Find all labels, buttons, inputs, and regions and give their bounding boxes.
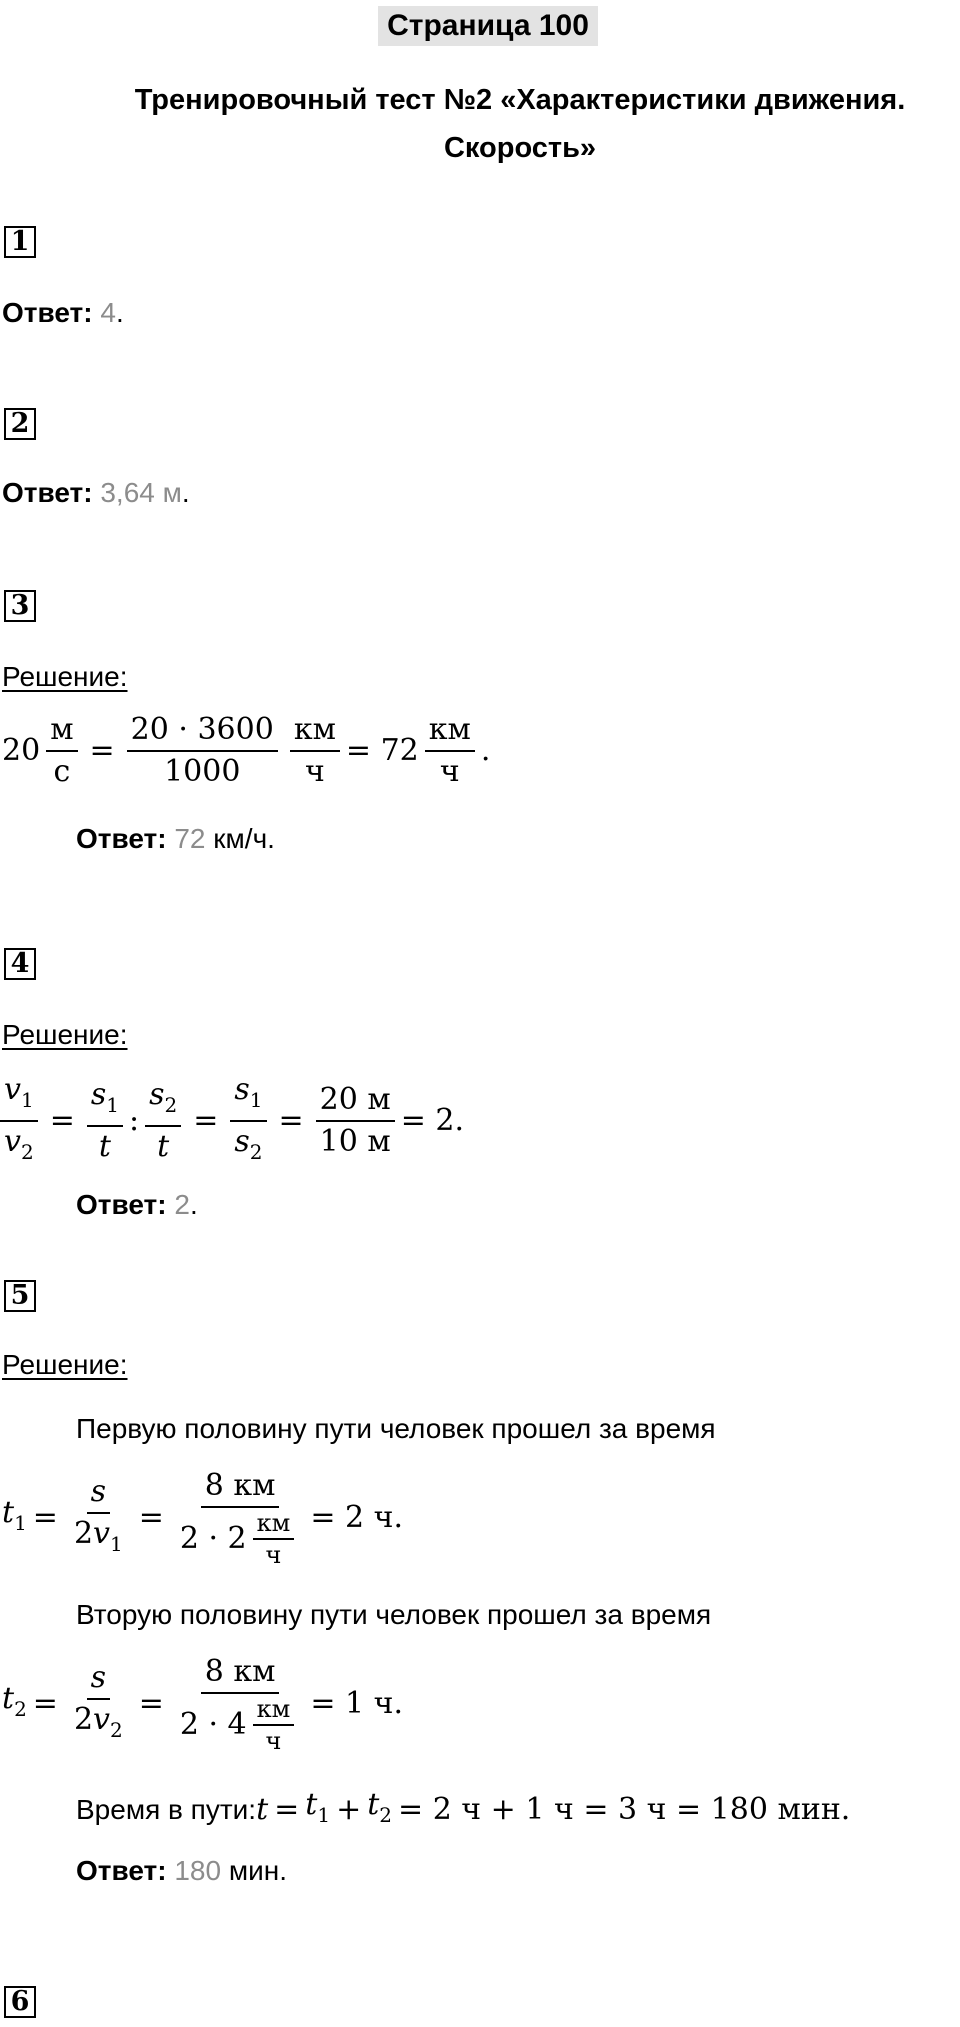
distance-symbol: s xyxy=(87,1474,110,1514)
formula-end: . xyxy=(480,733,491,768)
distance-symbol: s xyxy=(149,1077,165,1112)
unit-fraction xyxy=(290,712,340,790)
index: 1 xyxy=(14,1511,27,1535)
document-title-line-1: Тренировочный тест №2 «Характеристики движения. xyxy=(134,84,906,116)
task-1-answer xyxy=(2,294,124,332)
equals-sign: = xyxy=(32,1500,58,1535)
fraction-denominator: ч xyxy=(265,1727,282,1755)
total-time-label: Время в пути: xyxy=(76,1794,257,1825)
task-4-formula xyxy=(0,1072,464,1170)
unit-fraction xyxy=(425,712,475,790)
result-value: = 2 ч + 1 ч = 3 ч = 180 мин. xyxy=(398,1792,851,1827)
page-title: Страница 100 xyxy=(378,6,598,46)
index: 2 xyxy=(249,1140,263,1164)
value-fraction xyxy=(176,1468,304,1568)
answer-end: . xyxy=(181,477,190,508)
velocity-symbol: v xyxy=(93,1702,110,1737)
fraction-numerator: 8 км xyxy=(201,1654,280,1694)
answer-value: 72 xyxy=(174,823,206,854)
task-5-line-1: Первую половину пути человек прошел за время xyxy=(76,1413,716,1444)
unit-fraction xyxy=(46,712,77,790)
fraction-denominator: с xyxy=(53,754,71,789)
time-symbol: t xyxy=(2,1495,15,1530)
conversion-fraction xyxy=(127,712,278,790)
answer-label: Ответ: xyxy=(2,477,93,508)
unit-fraction xyxy=(253,1696,295,1754)
fraction-denominator: 1000 xyxy=(164,754,241,789)
result-value: = 2 ч. xyxy=(310,1500,403,1535)
task-number-5: 5 xyxy=(4,1280,36,1312)
solution-label: Решение: xyxy=(2,661,128,692)
index: 1 xyxy=(106,1093,119,1117)
task-5-line-2: Вторую половину пути человек прошел за время xyxy=(76,1599,712,1630)
fraction-numerator: км xyxy=(425,712,475,752)
velocity-symbol: v xyxy=(93,1516,110,1551)
unit-fraction xyxy=(253,1510,295,1568)
fraction-numerator: 20 м xyxy=(316,1082,395,1122)
distance-symbol: s xyxy=(234,1124,250,1159)
fraction-numerator: км xyxy=(253,1696,295,1726)
task-2-answer xyxy=(2,474,190,512)
time-fraction xyxy=(70,1660,127,1748)
equals-sign: = xyxy=(138,1686,164,1721)
colon-sign: : xyxy=(128,1103,140,1138)
result-value: = 72 xyxy=(345,733,419,768)
task-3-formula xyxy=(2,712,490,790)
answer-value: 180 xyxy=(174,1855,222,1886)
plus-sign: + xyxy=(336,1792,362,1827)
equals-sign: = xyxy=(89,733,115,768)
time-symbol: t xyxy=(367,1787,380,1822)
index: 1 xyxy=(317,1803,331,1827)
time-symbol: t xyxy=(2,1681,15,1716)
equals-sign: = xyxy=(49,1103,75,1138)
fraction-denominator: ч xyxy=(439,754,460,789)
speed-value: 20 xyxy=(2,733,41,768)
solution-label: Решение: xyxy=(2,1349,128,1380)
speed-2-fraction xyxy=(145,1077,181,1165)
fraction-denominator: 2 · 4 xyxy=(179,1707,247,1742)
answer-label: Ответ: xyxy=(76,1855,167,1886)
answer-label: Ответ: xyxy=(76,1189,167,1220)
answer-value: 2 xyxy=(174,1189,190,1220)
task-number-3: 3 xyxy=(4,590,36,622)
task-number-2: 2 xyxy=(4,408,36,440)
time-symbol: t xyxy=(98,1129,111,1164)
fraction-denominator: ч xyxy=(304,754,325,789)
equals-sign: = xyxy=(193,1103,219,1138)
answer-label: Ответ: xyxy=(2,297,93,328)
result-value: = 2. xyxy=(400,1103,464,1138)
velocity-ratio xyxy=(0,1072,38,1170)
answer-unit: мин. xyxy=(221,1855,287,1886)
time-symbol: t xyxy=(256,1792,269,1827)
fraction-numerator: м xyxy=(46,712,77,752)
time-symbol: t xyxy=(157,1129,170,1164)
velocity-symbol: v xyxy=(4,1072,21,1107)
answer-value: 3,64 м xyxy=(100,477,182,508)
total-time-formula xyxy=(256,1786,850,1834)
index: 2 xyxy=(164,1093,178,1117)
speed-1-fraction xyxy=(87,1077,123,1165)
time-symbol: t xyxy=(305,1787,318,1822)
index: 1 xyxy=(249,1088,263,1112)
task-5-formula-2 xyxy=(2,1654,403,1754)
index: 2 xyxy=(379,1803,393,1827)
fraction-numerator: 8 км xyxy=(201,1468,280,1508)
result-value: = 1 ч. xyxy=(310,1686,403,1721)
answer-end: . xyxy=(115,297,124,328)
fraction-denominator: 2 · 2 xyxy=(179,1521,247,1556)
answer-unit: км/ч. xyxy=(205,823,275,854)
coefficient: 2 xyxy=(73,1702,94,1737)
coefficient: 2 xyxy=(73,1516,94,1551)
task-3-answer xyxy=(76,820,275,858)
distance-symbol: s xyxy=(90,1077,107,1112)
equals-sign: = xyxy=(32,1686,58,1721)
answer-value: 4 xyxy=(100,297,116,328)
index: 2 xyxy=(20,1140,34,1164)
index: 2 xyxy=(14,1697,27,1721)
fraction-denominator: 10 м xyxy=(319,1124,391,1159)
answer-label: Ответ: xyxy=(76,823,167,854)
equals-sign: = xyxy=(274,1792,300,1827)
task-5-line-3 xyxy=(76,1786,850,1834)
solution-label: Решение: xyxy=(2,1019,128,1050)
equals-sign: = xyxy=(138,1500,164,1535)
task-number-4: 4 xyxy=(4,948,36,980)
index: 1 xyxy=(109,1532,123,1556)
index: 1 xyxy=(20,1088,34,1112)
index: 2 xyxy=(109,1718,123,1742)
fraction-denominator: ч xyxy=(265,1541,282,1569)
fraction-numerator: 20 · 3600 xyxy=(127,712,278,752)
value-fraction xyxy=(176,1654,304,1754)
answer-end: . xyxy=(189,1189,198,1220)
fraction-numerator: км xyxy=(253,1510,295,1540)
task-4-answer xyxy=(76,1186,198,1224)
task-5-answer xyxy=(76,1852,287,1890)
document-title-line-2: Скорость» xyxy=(443,132,597,164)
time-fraction xyxy=(70,1474,127,1562)
fraction-numerator: км xyxy=(290,712,340,752)
task-number-6: 6 xyxy=(4,1986,36,2018)
distance-symbol: s xyxy=(87,1660,110,1700)
velocity-symbol: v xyxy=(4,1124,21,1159)
task-5-formula-1 xyxy=(2,1468,403,1568)
document-title xyxy=(80,76,960,172)
equals-sign: = xyxy=(278,1103,304,1138)
distance-symbol: s xyxy=(234,1072,250,1107)
task-number-1: 1 xyxy=(4,226,36,258)
distance-ratio xyxy=(230,1072,266,1170)
value-ratio xyxy=(316,1082,395,1160)
